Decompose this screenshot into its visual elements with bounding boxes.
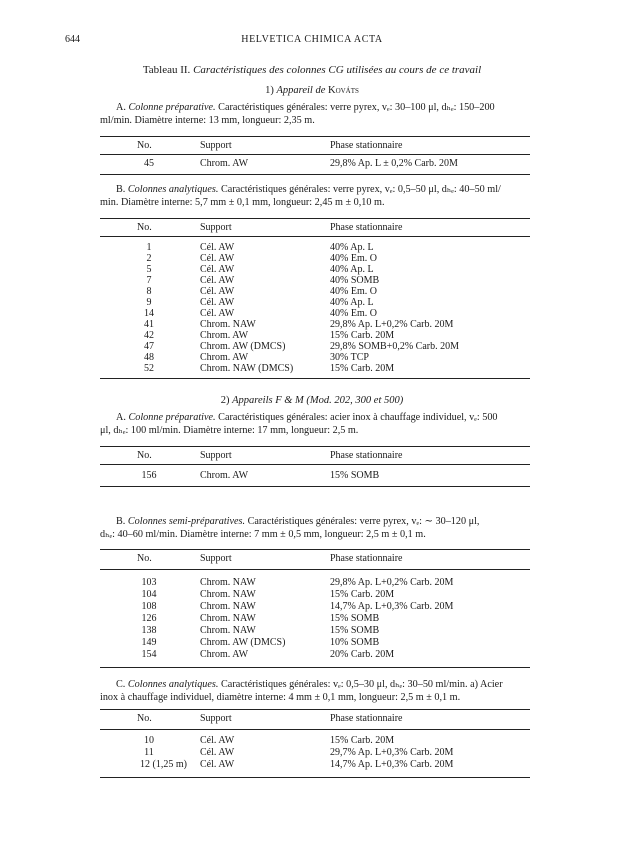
cell-no: 104 xyxy=(141,589,157,600)
desc-2c-line1: Caractéristiques générales: vₑ: 0,5–30 μl, dₕₑ: 30–50 ml/min. a) Acier xyxy=(218,679,503,690)
cell-support: Cél. AW xyxy=(200,264,235,275)
cell-no: 48 xyxy=(144,352,154,363)
header-support: Support xyxy=(200,713,232,724)
header-support: Support xyxy=(200,222,232,233)
label-1a: A. xyxy=(116,102,129,113)
name-2a: Colonne préparative. xyxy=(128,412,216,423)
table-row xyxy=(100,470,530,482)
section-2-number: 2) xyxy=(220,395,233,406)
cell-no: 5 xyxy=(146,264,152,275)
section-2c-description xyxy=(100,678,530,704)
header-no: No. xyxy=(137,140,152,151)
header-support: Support xyxy=(200,553,232,564)
table-rule xyxy=(100,549,530,550)
cell-no: 11 xyxy=(144,747,154,758)
cell-no: 7 xyxy=(146,275,152,286)
table-row xyxy=(100,589,530,601)
cell-support: Chrom. NAW xyxy=(200,625,256,636)
cell-phase: 29,8% Ap. L+0,2% Carb. 20M xyxy=(330,319,454,330)
desc-2a-line2: μl, dₕₑ: 100 ml/min. Diamètre interne: 17 mm, longueur: 2,5 m. xyxy=(100,425,359,436)
table-rule xyxy=(100,218,530,219)
header-no: No. xyxy=(137,222,152,233)
name-2b: Colonnes semi-préparatives. xyxy=(127,516,246,527)
header-no: No. xyxy=(137,553,152,564)
label-2a: A. xyxy=(116,412,129,423)
table-row xyxy=(100,637,530,649)
table-rule xyxy=(100,777,530,778)
cell-support: Cél. AW xyxy=(200,297,235,308)
section-2b-description xyxy=(100,515,530,541)
cell-phase: 29,8% Ap. L ± 0,2% Carb. 20M xyxy=(330,158,458,169)
cell-no: 1 xyxy=(146,242,152,253)
table-rule xyxy=(100,154,530,155)
cell-phase: 29,8% SOMB+0,2% Carb. 20M xyxy=(330,341,459,352)
section-1-heading xyxy=(0,85,624,96)
running-header xyxy=(65,34,559,48)
cell-support: Chrom. NAW xyxy=(200,577,256,588)
cell-support: Chrom. NAW (DMCS) xyxy=(200,363,294,374)
section-1b-description xyxy=(100,183,530,209)
cell-no: 14 xyxy=(144,308,154,319)
cell-phase: 40% Ap. L xyxy=(330,297,374,308)
table-row xyxy=(100,577,530,589)
cell-no: 47 xyxy=(144,341,154,352)
desc-1b-line2: min. Diamètre interne: 5,7 mm ± 0,1 mm, longueur: 2,45 m ± 0,10 m. xyxy=(100,197,385,208)
section-2-heading xyxy=(0,395,624,406)
cell-support: Chrom. NAW xyxy=(200,319,256,330)
section-2-title: Appareils F & M (Mod. 202, 300 et 500) xyxy=(232,395,404,406)
table-row xyxy=(100,158,530,170)
header-phase: Phase stationnaire xyxy=(330,553,403,564)
section-2a-description xyxy=(100,411,530,437)
desc-1a-line1: Caractéristiques générales: verre pyrex, vₑ: 30–100 μl, dₕₑ: 150–200 xyxy=(215,102,495,113)
cell-phase: 29,8% Ap. L+0,2% Carb. 20M xyxy=(330,577,454,588)
table-row xyxy=(100,613,530,625)
desc-2a-line1: Caractéristiques générales: acier inox à chauffage individuel, vₑ: 500 xyxy=(215,412,498,423)
cell-no: 138 xyxy=(141,625,157,636)
cell-support: Cél. AW xyxy=(200,735,235,746)
journal-title: HELVETICA CHIMICA ACTA xyxy=(241,34,383,45)
cell-support: Cél. AW xyxy=(200,759,235,770)
label-2c: C. xyxy=(116,679,128,690)
cell-support: Cél. AW xyxy=(200,253,235,264)
cell-support: Cél. AW xyxy=(200,308,235,319)
cell-phase: 29,7% Ap. L+0,3% Carb. 20M xyxy=(330,747,454,758)
table-rule xyxy=(100,136,530,137)
table-rule xyxy=(100,729,530,730)
cell-support: Chrom. AW xyxy=(200,158,249,169)
desc-2b-line2: dₕₑ: 40–60 ml/min. Diamètre interne: 7 mm ± 0,5 mm, longueur: 2,5 m ± 0,1 m. xyxy=(100,529,426,540)
table-row xyxy=(100,735,530,747)
table-header-row xyxy=(100,450,530,462)
cell-no: 52 xyxy=(144,363,154,374)
cell-phase: 15% Carb. 20M xyxy=(330,363,395,374)
table-rule xyxy=(100,236,530,237)
cell-phase: 20% Carb. 20M xyxy=(330,649,395,660)
cell-support: Chrom. AW xyxy=(200,649,249,660)
desc-1b-line1: Caractéristiques générales: verre pyrex, vₑ: 0,5–50 μl, dₕₑ: 40–50 ml/ xyxy=(218,184,501,195)
table-header-row xyxy=(100,222,530,234)
cell-phase: 15% Carb. 20M xyxy=(330,735,395,746)
table-row xyxy=(100,601,530,613)
desc-2b-line1: Caractéristiques générales: verre pyrex, vₑ: ∼ 30–120 μl, xyxy=(245,516,480,527)
cell-phase: 15% SOMB xyxy=(330,470,380,481)
table-rule xyxy=(100,667,530,668)
table-rule xyxy=(100,174,530,175)
table-header-row xyxy=(100,140,530,152)
table-header-row xyxy=(100,553,530,565)
cell-support: Chrom. NAW xyxy=(200,601,256,612)
cell-support: Cél. AW xyxy=(200,747,235,758)
header-phase: Phase stationnaire xyxy=(330,450,403,461)
section-1-number: 1) xyxy=(265,85,277,96)
cell-no: 45 xyxy=(144,158,154,169)
table-title xyxy=(0,64,624,76)
table-rule xyxy=(100,464,530,465)
cell-no: 42 xyxy=(144,330,154,341)
cell-no: 41 xyxy=(144,319,154,330)
label-2b: B. xyxy=(116,516,128,527)
section-1-author: Kováts xyxy=(327,85,359,96)
label-1b: B. xyxy=(116,184,128,195)
header-support: Support xyxy=(200,140,232,151)
cell-support: Chrom. NAW xyxy=(200,613,256,624)
cell-no: 108 xyxy=(141,601,157,612)
cell-no: 156 xyxy=(141,470,157,481)
cell-no: 12 (1,25 m) xyxy=(140,759,187,770)
desc-2c-line2: inox à chauffage individuel, diamètre interne: 4 mm ± 0,1 mm, longueur: 2,5 m ± 0,1 m. xyxy=(100,692,461,703)
desc-1a-line2: ml/min. Diamètre interne: 13 mm, longueur: 2,35 m. xyxy=(100,115,315,126)
header-no: No. xyxy=(137,450,152,461)
cell-phase: 40% Em. O xyxy=(330,286,377,297)
cell-phase: 40% Em. O xyxy=(330,253,377,264)
table-rule xyxy=(100,709,530,710)
cell-support: Cél. AW xyxy=(200,286,235,297)
cell-no: 103 xyxy=(141,577,157,588)
cell-no: 9 xyxy=(146,297,152,308)
table-header-row xyxy=(100,713,530,725)
cell-support: Chrom. AW xyxy=(200,470,249,481)
table-rule xyxy=(100,486,530,487)
table-caption: Caractéristiques des colonnes CG utilisées au cours de ce travail xyxy=(193,64,482,76)
header-support: Support xyxy=(200,450,232,461)
page-number: 644 xyxy=(65,34,80,45)
cell-phase: 30% TCP xyxy=(330,352,369,363)
name-1b: Colonnes analytiques. xyxy=(127,184,219,195)
table-row xyxy=(100,625,530,637)
section-1-title: Appareil de xyxy=(276,85,328,96)
section-1a-description xyxy=(100,101,530,127)
cell-no: 154 xyxy=(141,649,157,660)
name-2c: Colonnes analytiques. xyxy=(127,679,219,690)
cell-support: Chrom. AW xyxy=(200,330,249,341)
table-rule xyxy=(100,569,530,570)
cell-support: Chrom. AW (DMCS) xyxy=(200,341,286,352)
table-number: Tableau II. xyxy=(142,64,191,76)
header-no: No. xyxy=(137,713,152,724)
cell-phase: 15% SOMB xyxy=(330,613,380,624)
table-row xyxy=(100,747,530,759)
table-row xyxy=(100,649,530,661)
header-phase: Phase stationnaire xyxy=(330,222,403,233)
cell-phase: 40% Ap. L xyxy=(330,264,374,275)
name-1a: Colonne préparative. xyxy=(128,102,216,113)
cell-phase: 15% SOMB xyxy=(330,625,380,636)
cell-phase: 15% Carb. 20M xyxy=(330,330,395,341)
header-phase: Phase stationnaire xyxy=(330,140,403,151)
table-row xyxy=(100,759,530,771)
table-rule xyxy=(100,446,530,447)
cell-phase: 40% Em. O xyxy=(330,308,377,319)
cell-support: Cél. AW xyxy=(200,275,235,286)
cell-support: Chrom. AW xyxy=(200,352,249,363)
cell-phase: 15% Carb. 20M xyxy=(330,589,395,600)
cell-phase: 10% SOMB xyxy=(330,637,380,648)
cell-no: 8 xyxy=(146,286,152,297)
cell-no: 149 xyxy=(141,637,157,648)
cell-phase: 14,7% Ap. L+0,3% Carb. 20M xyxy=(330,759,454,770)
cell-no: 126 xyxy=(141,613,157,624)
cell-no: 2 xyxy=(146,253,152,264)
table-row xyxy=(100,363,530,375)
header-phase: Phase stationnaire xyxy=(330,713,403,724)
cell-phase: 14,7% Ap. L+0,3% Carb. 20M xyxy=(330,601,454,612)
cell-support: Chrom. NAW xyxy=(200,589,256,600)
table-rule xyxy=(100,378,530,379)
cell-support: Chrom. AW (DMCS) xyxy=(200,637,286,648)
cell-phase: 40% SOMB xyxy=(330,275,380,286)
cell-phase: 40% Ap. L xyxy=(330,242,374,253)
cell-support: Cél. AW xyxy=(200,242,235,253)
cell-no: 10 xyxy=(144,735,154,746)
